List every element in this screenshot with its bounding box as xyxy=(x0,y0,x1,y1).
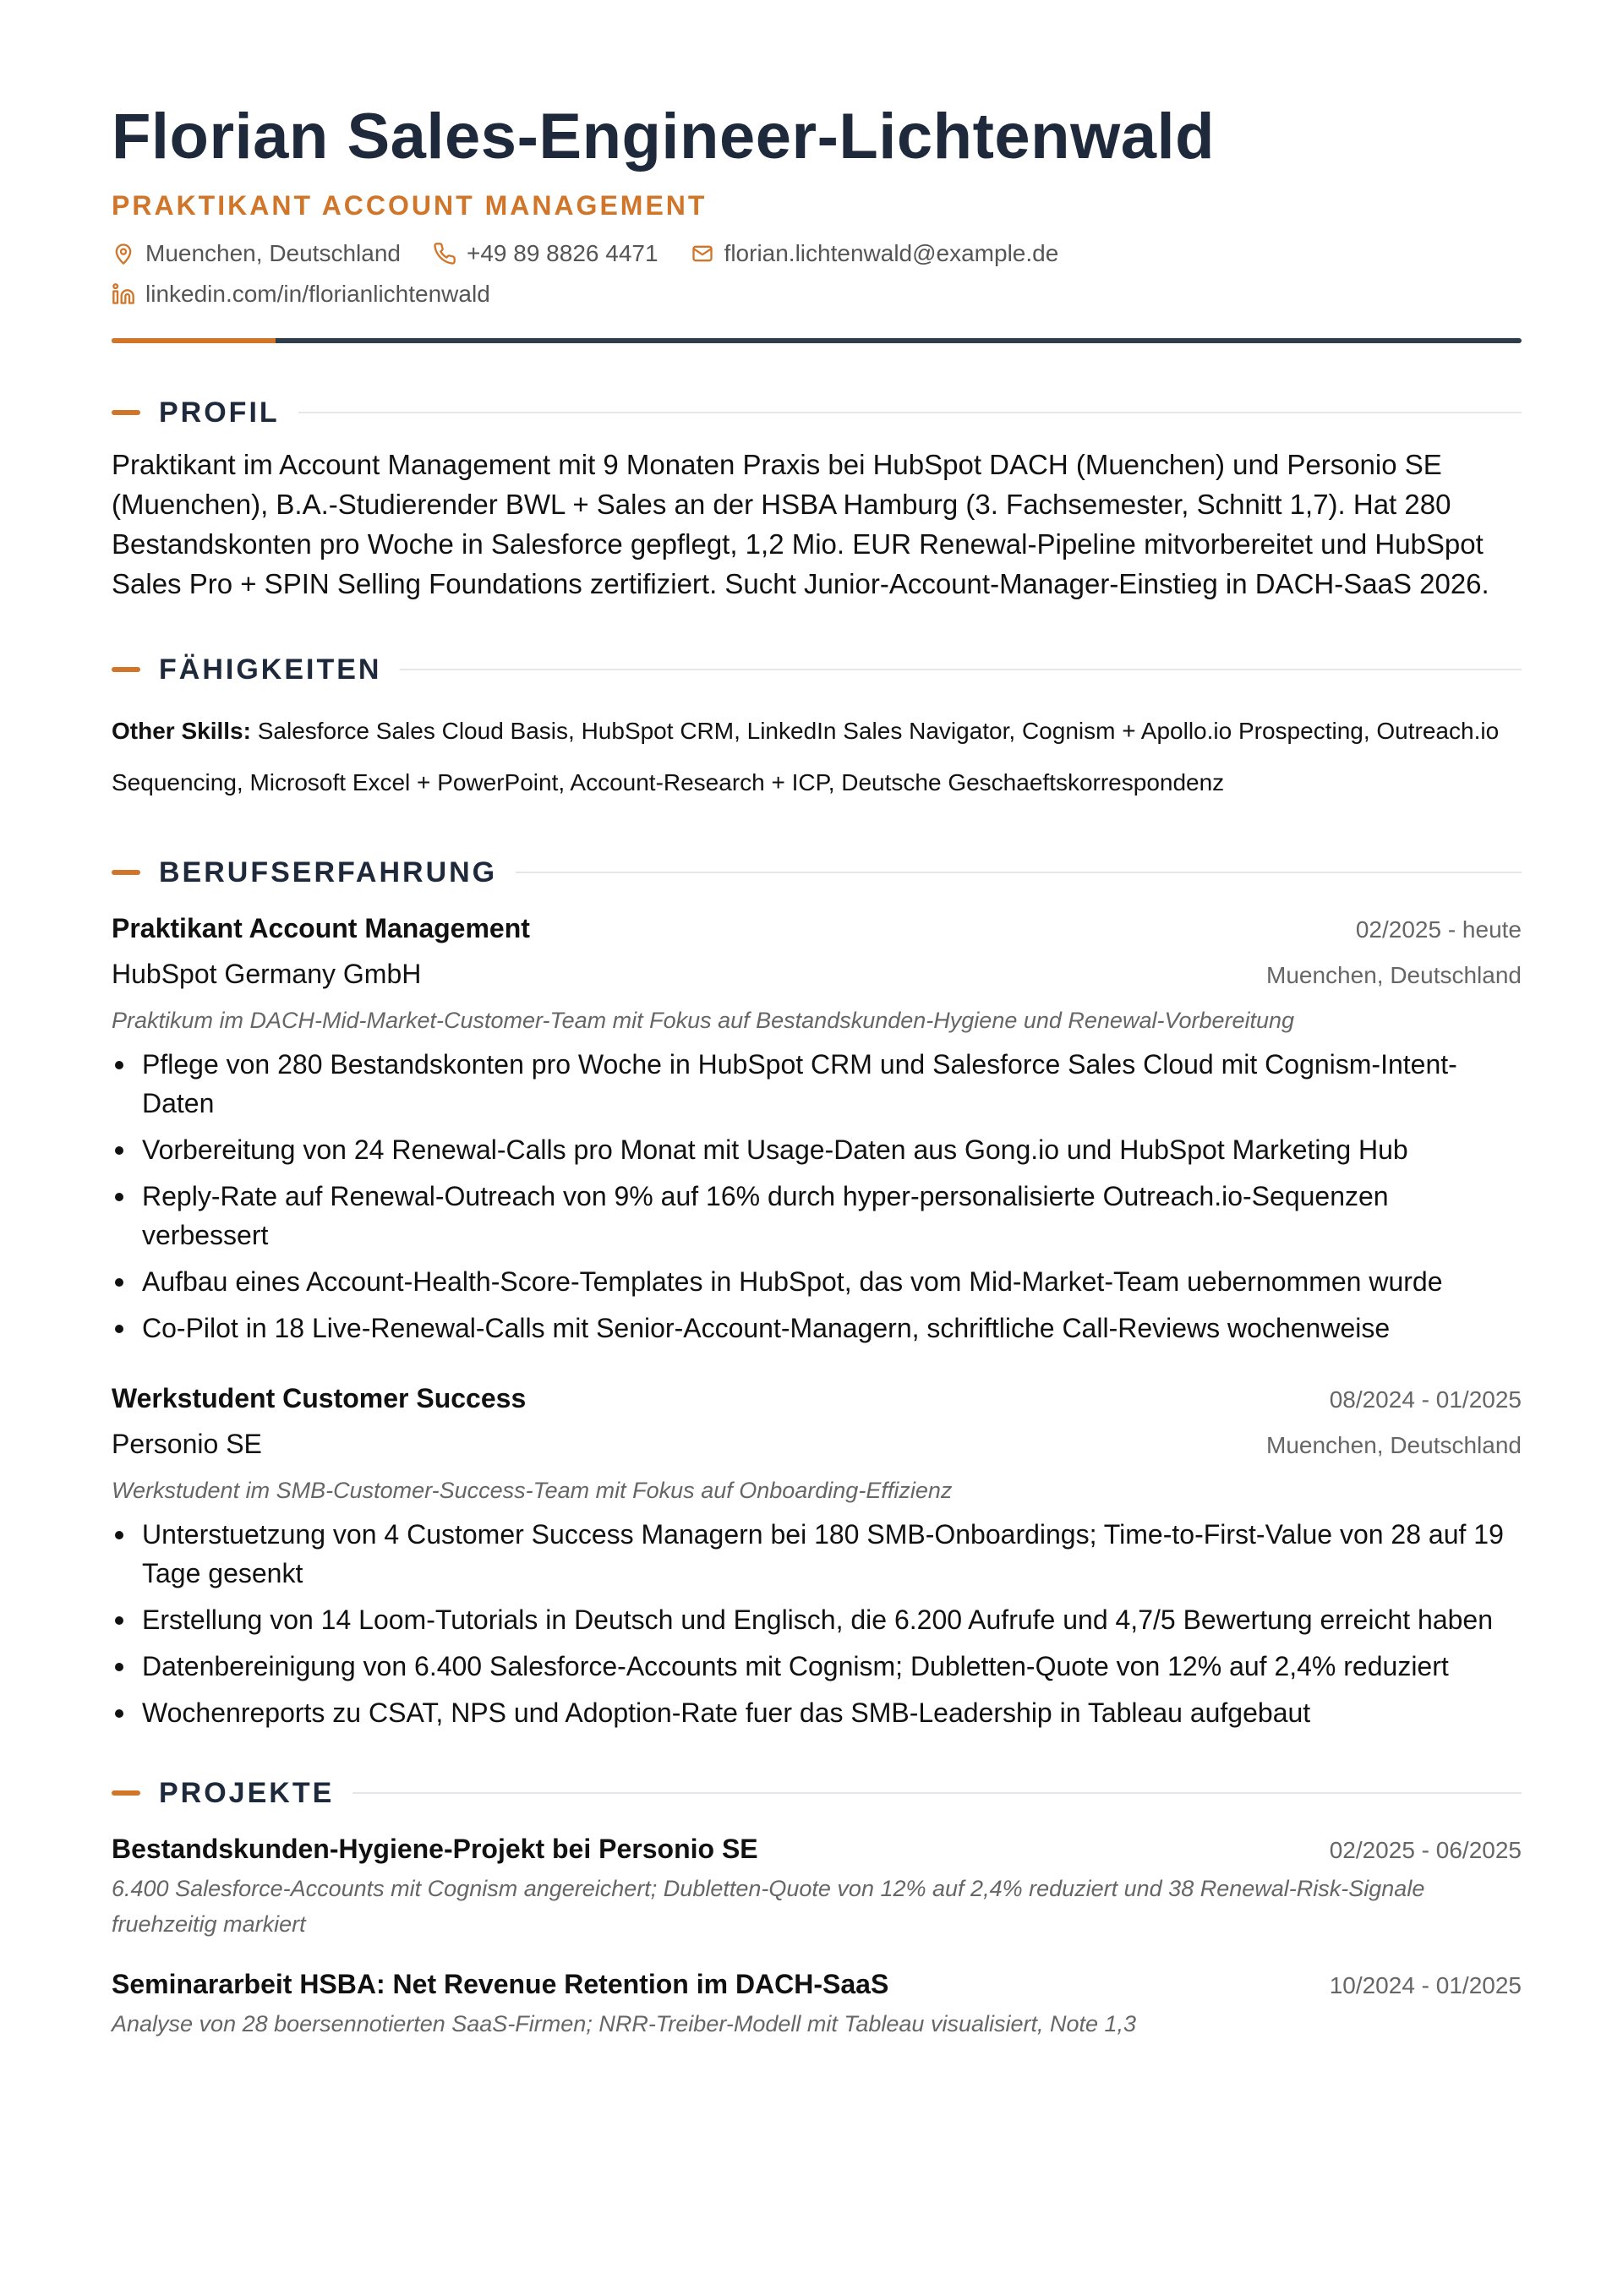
section-profile xyxy=(112,396,1522,604)
section-title-projects: PROJEKTE xyxy=(159,1776,335,1809)
list-item: Reply-Rate auf Renewal-Outreach von 9% auf 16% durch hyper-personalisierte Outreach.io-Sequenzen verbessert xyxy=(112,1177,1522,1255)
list-item: Unterstuetzung von 4 Customer Success Managern bei 180 SMB-Onboardings; Time-to-First-Value von 28 auf 19 Tage gesenkt xyxy=(112,1515,1522,1593)
skills-list xyxy=(112,705,1522,808)
list-item: Wochenreports zu CSAT, NPS und Adoption-Rate fuer das SMB-Leadership in Tableau aufgebaut xyxy=(112,1693,1522,1732)
email-text: florian.lichtenwald@example.de xyxy=(724,240,1059,266)
project-title: Bestandskunden-Hygiene-Projekt bei Personio SE xyxy=(112,1834,758,1864)
location-text: Muenchen, Deutschland xyxy=(145,240,401,266)
job-location: Muenchen, Deutschland xyxy=(1266,962,1522,988)
skills-text: Salesforce Sales Cloud Basis, HubSpot CRM, LinkedIn Sales Navigator, Cognism + Apollo.io Prospecting, Outreach.io Sequencing, Microsoft Excel + PowerPoint, Account-Research + ICP, Deutsche Geschaeftskorrespondenz xyxy=(112,718,1500,795)
mail-icon xyxy=(691,242,714,265)
section-skills xyxy=(112,653,1522,808)
job-description: Praktikum im DACH-Mid-Market-Customer-Team mit Fokus auf Bestandskunden-Hygiene und Renewal-Vorbereitung xyxy=(112,1008,1295,1033)
job-bullets xyxy=(112,1045,1522,1348)
section-projects xyxy=(112,1776,1522,2042)
list-item: Co-Pilot in 18 Live-Renewal-Calls mit Senior-Account-Managern, schriftliche Call-Reviews wochenweise xyxy=(112,1309,1522,1348)
project-date: 02/2025 - 06/2025 xyxy=(1329,1837,1522,1863)
skills-label: Other Skills: xyxy=(112,718,251,744)
contact-list xyxy=(112,233,1522,314)
section-heading xyxy=(112,1776,1522,1810)
resume-header xyxy=(112,100,1522,343)
contact-location xyxy=(112,233,401,274)
linkedin-text: linkedin.com/in/florianlichtenwald xyxy=(145,281,490,307)
list-item: Aufbau eines Account-Health-Score-Templates in HubSpot, das vom Mid-Market-Team uebernommen wurde xyxy=(112,1262,1522,1301)
list-item: Datenbereinigung von 6.400 Salesforce-Accounts mit Cognism; Dubletten-Quote von 12% auf 2,4% reduziert xyxy=(112,1647,1522,1686)
job-company: Personio SE xyxy=(112,1429,262,1459)
profile-summary: Praktikant im Account Management mit 9 Monaten Praxis bei HubSpot DACH (Muenchen) und Personio SE (Muenchen), B.A.-Studierender BWL + Sales an der HSBA Hamburg (3. Fachsemester, Schnitt 1,7). Hat 280 Bestandskonten pro Woche in Salesforce gepflegt, 1,2 Mio. EUR Renewal-Pipeline mitvorbereitet und HubSpot Sales Pro + SPIN Selling Foundations zertifiziert. Sucht Junior-Account-Manager-Einstieg in DACH-SaaS 2026. xyxy=(112,449,1489,599)
job-company: HubSpot Germany GmbH xyxy=(112,959,422,989)
job-entry xyxy=(112,1376,1522,1732)
linkedin-icon xyxy=(112,282,135,306)
project-description: 6.400 Salesforce-Accounts mit Cognism angereichert; Dubletten-Quote von 12% auf 2,4% reduziert und 38 Renewal-Risk-Signale fruehzeitig markiert xyxy=(112,1876,1425,1937)
contact-phone[interactable] xyxy=(433,233,658,274)
section-heading xyxy=(112,396,1522,429)
list-item: Pflege von 280 Bestandskonten pro Woche in HubSpot CRM und Salesforce Sales Cloud mit Cognism-Intent-Daten xyxy=(112,1045,1522,1123)
phone-text: +49 89 8826 4471 xyxy=(466,240,658,266)
map-pin-icon xyxy=(112,242,135,265)
job-date: 02/2025 - heute xyxy=(1355,916,1522,943)
job-title: Werkstudent Customer Success xyxy=(112,1383,527,1413)
candidate-name: Florian Sales-Engineer-Lichtenwald xyxy=(112,101,1216,172)
job-title: Praktikant Account Management xyxy=(112,913,530,943)
section-title-experience: BERUFSERFAHRUNG xyxy=(159,856,498,888)
candidate-title: PRAKTIKANT ACCOUNT MANAGEMENT xyxy=(112,190,708,221)
project-description: Analyse von 28 boersennotierten SaaS-Firmen; NRR-Treiber-Modell mit Tableau visualisiert, Note 1,3 xyxy=(112,2011,1137,2036)
list-item: Vorbereitung von 24 Renewal-Calls pro Monat mit Usage-Daten aus Gong.io und HubSpot Marketing Hub xyxy=(112,1130,1522,1169)
section-title-profile: PROFIL xyxy=(159,396,280,429)
job-description: Werkstudent im SMB-Customer-Success-Team mit Fokus auf Onboarding-Effizienz xyxy=(112,1478,953,1503)
section-experience xyxy=(112,856,1522,1732)
contact-email[interactable] xyxy=(691,233,1059,274)
list-item: Erstellung von 14 Loom-Tutorials in Deutsch und Englisch, die 6.200 Aufrufe und 4,7/5 Bewertung erreicht haben xyxy=(112,1600,1522,1639)
section-heading xyxy=(112,653,1522,686)
job-bullets xyxy=(112,1515,1522,1732)
job-entry xyxy=(112,906,1522,1348)
section-heading xyxy=(112,856,1522,889)
header-divider xyxy=(112,338,1522,343)
phone-icon xyxy=(433,242,456,265)
contact-linkedin[interactable] xyxy=(112,274,490,314)
job-date: 08/2024 - 01/2025 xyxy=(1329,1386,1522,1413)
section-title-skills: FÄHIGKEITEN xyxy=(159,653,382,686)
project-entry xyxy=(112,1827,1522,1942)
project-date: 10/2024 - 01/2025 xyxy=(1329,1972,1522,1998)
project-entry xyxy=(112,1962,1522,2042)
job-location: Muenchen, Deutschland xyxy=(1266,1432,1522,1458)
project-title: Seminararbeit HSBA: Net Revenue Retention im DACH-SaaS xyxy=(112,1969,889,1999)
